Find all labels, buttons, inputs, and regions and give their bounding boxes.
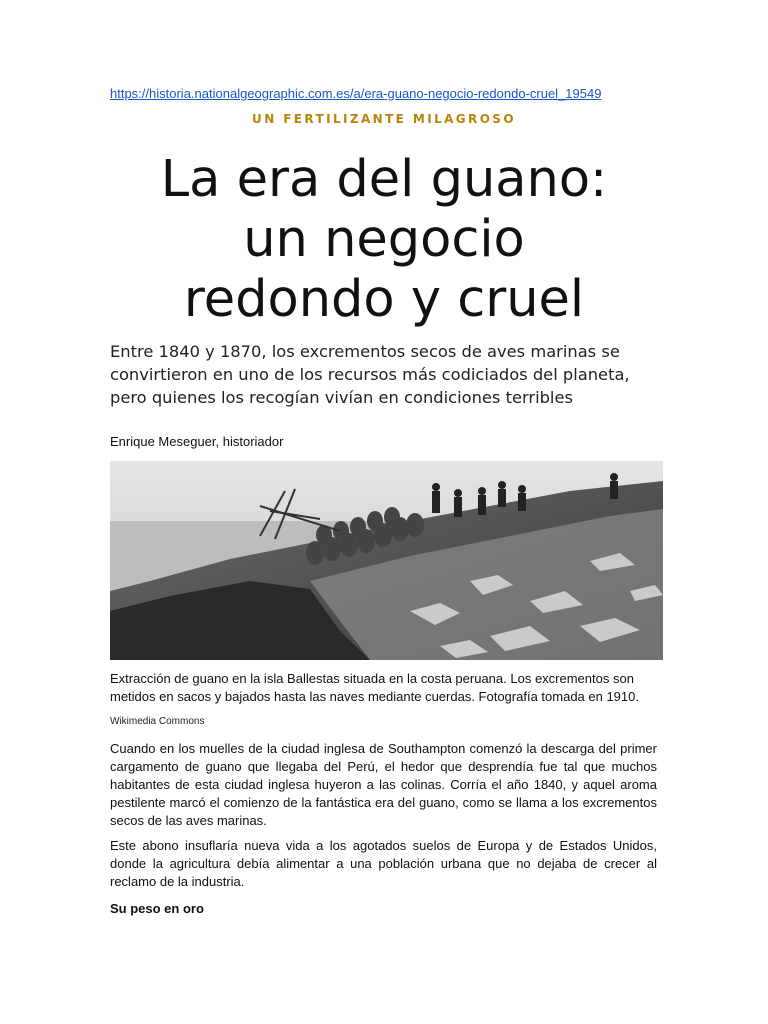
guano-extraction-photo <box>110 461 663 660</box>
article-title <box>100 150 668 330</box>
photo-illustration <box>110 461 663 660</box>
section-heading: Su peso en oro <box>110 901 204 916</box>
photo-caption: Extracción de guano en la isla Ballestas situada en la costa peruana. Los excrementos son metidos en sacos y bajados hasta las naves mediante cuerdas. Fotografía tomada en 1910. <box>110 671 639 704</box>
title-line-3: redondo y cruel <box>183 270 585 329</box>
source-url-link[interactable]: https://historia.nationalgeographic.com.es/a/era-guano-negocio-redondo-cruel_19549 <box>110 86 602 101</box>
body-paragraph-1: Cuando en los muelles de la ciudad inglesa de Southampton comenzó la descarga del primer cargamento de guano que llegaba del Perú, el hedor que desprendía fue tal que muchos habitantes de esta ciudad inglesa huyeron a las colinas. Corría el año 1840, y aquel aroma pestilente marcó el comienzo de la fantástica era del guano, como se llama a los excrementos secos de las aves marinas. <box>110 741 657 828</box>
photo-credit: Wikimedia Commons <box>110 716 205 727</box>
article-kicker: UN FERTILIZANTE MILAGROSO <box>252 112 516 126</box>
body-paragraph-2: Este abono insuflaría nueva vida a los agotados suelos de Europa y de Estados Unidos, donde la agricultura debía alimentar a una población urbana que no dejaba de crecer al reclamo de la industria. <box>110 838 657 889</box>
article-author: Enrique Meseguer, historiador <box>110 434 284 449</box>
title-line-1: La era del guano: <box>160 150 608 209</box>
article-subtitle: Entre 1840 y 1870, los excrementos secos de aves marinas se convirtieron en uno de los recursos más codiciados del planeta, pero quienes los recogían vivían en condiciones terribles <box>110 342 630 407</box>
title-line-2: un negocio <box>243 210 525 269</box>
